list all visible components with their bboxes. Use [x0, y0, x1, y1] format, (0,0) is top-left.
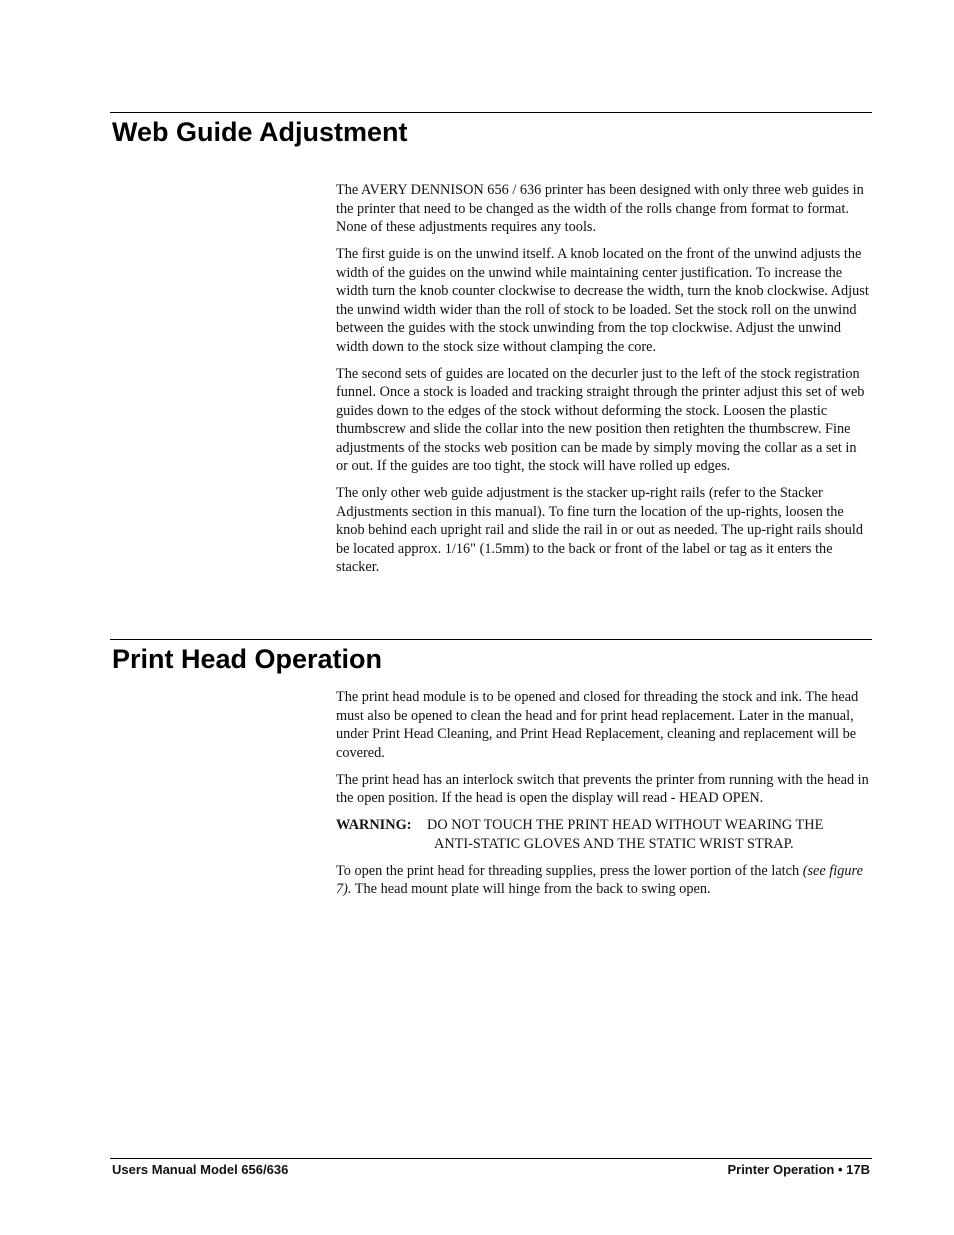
paragraph: The second sets of guides are located on the decurler just to the left of the stock registration funnel. Once a stock is loaded and tracking straight through the printer adjust this set of web guides down to the edges of the stock without deforming the stock. Loosen the plastic thumbscrew and slide the collar into the new position then retighten the thumbscrew. Fine adjustments of the stocks web position can be made by simply moving the collar as a set in or out. If the guides are too tight, the stock will have rolled up edges.: [336, 365, 865, 474]
warning-text: [427, 816, 872, 853]
open-head-text: To open the print head for threading supplies, press the lower portion of the latch: [336, 862, 803, 879]
section-title-web-guide: Web Guide Adjustment: [112, 117, 408, 147]
footer-page-number: Printer Operation • 17B: [727, 1162, 870, 1177]
paragraph: The only other web guide adjustment is the stacker up-right rails (refer to the Stacker Adjustments section in this manual). To fine turn the location of the up-rights, loosen the knob behind each upright rail and slide the rail in or out as needed. The up-right rails should be located approx. 1/16" (1.5mm) to the back or front of the label or tag as it enters the stacker.: [336, 485, 864, 575]
open-head-text-end: The head mount plate will hinge from the back to swing open.: [351, 881, 711, 897]
warning-line-1: DO NOT TOUCH THE PRINT HEAD WITHOUT WEARING THE: [427, 817, 824, 833]
paragraph-open-head: [336, 862, 872, 899]
footer-rule: [110, 1158, 872, 1159]
section-rule-print-head: [110, 639, 872, 640]
paragraph: The AVERY DENNISON 656 / 636 printer has been designed with only three web guides in the printer that need to be changed as the width of the rolls change from format to format. None of these adjustments requires any tools.: [336, 182, 864, 235]
print-head-body: [336, 688, 872, 907]
section-title-print-head: Print Head Operation: [112, 644, 383, 674]
web-guide-body: [336, 181, 872, 585]
warning-line-2: ANTI-STATIC GLOVES AND THE STATIC WRIST STRAP.: [434, 835, 794, 852]
warning-block: [336, 816, 872, 853]
warning-label: WARNING:: [336, 817, 412, 833]
footer-manual-title: Users Manual Model 656/636: [112, 1162, 289, 1177]
section-rule-web-guide: [110, 112, 872, 113]
paragraph: The print head has an interlock switch that prevents the printer from running with the head in the open position. If the head is open the display will read - HEAD OPEN.: [336, 771, 869, 806]
page-footer: [112, 1162, 870, 1177]
paragraph: The print head module is to be opened and closed for threading the stock and ink. The head must also be opened to clean the head and for print head replacement. Later in the manual, under Print Head Cleaning, and Print Head Replacement, cleaning and replacement will be covered.: [336, 689, 859, 761]
figure-reference: (see figure 7).: [336, 862, 863, 897]
paragraph: The first guide is on the unwind itself. A knob located on the front of the unwind adjusts the width of the guides on the unwind while maintaining center justification. To increase the width turn the knob counter clockwise to decrease the width, turn the knob clockwise. Adjust the unwind width wider than the roll of stock to be loaded. Set the stock roll on the unwind between the guides with the stock unwinding from the top clockwise. Adjust the unwind width down to the stock size without clamping the core.: [336, 246, 869, 355]
